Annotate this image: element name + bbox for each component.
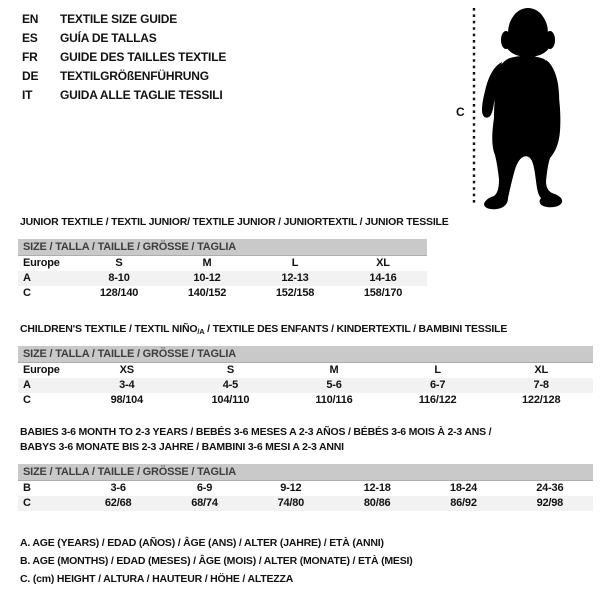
months-cell: 3-6 <box>110 482 126 494</box>
junior-table-title: JUNIOR TEXTILE / TEXTIL JUNIOR/ TEXTILE JUNIOR / JUNIORTEXTIL / JUNIOR TESSILE <box>20 216 449 228</box>
months-cell: 12-18 <box>363 482 391 494</box>
size-cell: M <box>329 364 339 376</box>
toddler-figure <box>450 0 600 220</box>
lang-row-es <box>22 28 226 47</box>
row-label: B <box>23 482 31 494</box>
toddler-body <box>482 8 562 209</box>
height-cell: 104/110 <box>211 394 250 406</box>
size-cell: XL <box>376 257 390 269</box>
height-cell: 152/158 <box>275 287 315 299</box>
junior-size-table <box>18 239 427 301</box>
guide-title-en: TEXTILE SIZE GUIDE <box>60 11 178 26</box>
table-row-europe <box>18 256 427 271</box>
months-cell: 6-9 <box>196 482 213 494</box>
height-cell: 68/74 <box>191 497 218 509</box>
children-title-prefix: CHILDREN'S TEXTILE / TEXTIL NIÑO <box>20 323 198 335</box>
age-cell: 6-7 <box>429 379 446 391</box>
lang-code: DE <box>22 68 39 83</box>
table-row-months <box>18 481 593 496</box>
babies-title-line2: BABYS 3-6 MONATE BIS 2-3 JAHRE / BAMBINI 3-6 MESI A 2-3 ANNI <box>20 441 344 453</box>
size-cell: XS <box>119 364 134 376</box>
height-measure-label: C <box>456 105 465 119</box>
age-cell: 4-5 <box>222 379 239 391</box>
lang-code: EN <box>22 11 39 26</box>
height-cell: 92/98 <box>536 497 564 509</box>
height-cell: 140/152 <box>187 287 227 299</box>
height-cell: 86/92 <box>450 497 477 509</box>
babies-title-line1: BABIES 3-6 MONTH TO 2-3 YEARS / BEBÉS 3-6 MESES A 2-3 AÑOS / BÉBÉS 3-6 MOIS À 2-3 ANS / <box>20 426 492 438</box>
guide-title-fr: GUIDE DES TAILLES TEXTILE <box>60 49 227 64</box>
size-cell: M <box>202 257 212 269</box>
size-header-row: SIZE / TALLA / TAILLE / GRÖSSE / TAGLIA <box>18 464 593 481</box>
lang-code: FR <box>22 49 38 64</box>
children-title-subscript: /A <box>197 327 205 336</box>
table-row-europe <box>18 363 593 378</box>
children-title-suffix: / TEXTILE DES ENFANTS / KINDERTEXTIL / BAMBINI TESSILE <box>204 323 508 335</box>
size-cell: L <box>434 364 441 376</box>
row-label: C <box>23 394 31 406</box>
height-cell: 110/116 <box>315 394 353 406</box>
height-cell: 62/68 <box>104 497 132 509</box>
months-cell: 24-36 <box>536 482 564 494</box>
guide-title-it: GUIDA ALLE TAGLIE TESSILI <box>60 87 223 102</box>
babies-size-table <box>18 464 593 511</box>
footnote-age-months: B. AGE (MONTHS) / EDAD (MESES) / ÂGE (MOIS) / ALTER (MONATE) / ETÀ (MESI) <box>20 555 413 567</box>
months-cell: 9-12 <box>280 482 302 494</box>
babies-table-title <box>20 425 580 455</box>
lang-row-de <box>22 66 226 85</box>
children-table-title <box>20 322 507 339</box>
table-row-age <box>18 378 593 393</box>
height-cell: 122/128 <box>522 394 561 406</box>
size-header-row: SIZE / TALLA / TAILLE / GRÖSSE / TAGLIA <box>18 346 593 363</box>
table-row-height <box>18 496 593 511</box>
height-cell: 116/122 <box>418 394 457 406</box>
footnote-age-years: A. AGE (YEARS) / EDAD (AÑOS) / ÂGE (ANS) / ALTER (JAHRE) / ETÀ (ANNI) <box>20 537 384 549</box>
age-cell: 8-10 <box>108 272 130 284</box>
height-cell: 98/104 <box>110 394 144 406</box>
lang-row-fr <box>22 47 226 66</box>
age-cell: 3-4 <box>119 379 135 391</box>
months-cell: 18-24 <box>449 482 478 494</box>
language-title-list <box>22 9 226 104</box>
height-cell: 80/86 <box>363 497 391 509</box>
table-row-height <box>18 286 427 301</box>
lang-code: ES <box>22 30 38 45</box>
lang-code: IT <box>22 87 33 102</box>
size-cell: XL <box>534 364 549 376</box>
guide-title-de: TEXTILGRÖßENFÜHRUNG <box>60 68 209 83</box>
size-cell: S <box>115 257 123 269</box>
toddler-silhouette-icon <box>450 0 600 220</box>
height-cell: 128/140 <box>99 287 139 299</box>
table-row-height <box>18 393 593 408</box>
lang-row-en <box>22 9 226 28</box>
children-size-table <box>18 346 593 408</box>
age-cell: 14-16 <box>369 272 397 284</box>
row-label: C <box>23 287 31 299</box>
row-label: C <box>23 497 31 509</box>
age-cell: 5-6 <box>326 379 342 391</box>
age-cell: 12-13 <box>281 272 309 284</box>
footnote-height-cm: C. (cm) HEIGHT / ALTURA / HAUTEUR / HÖHE / ALTEZZA <box>20 573 294 585</box>
height-cell: 74/80 <box>277 497 305 509</box>
age-cell: 10-12 <box>193 272 221 284</box>
age-cell: 7-8 <box>533 379 549 391</box>
guide-title-es: GUÍA DE TALLAS <box>60 30 157 45</box>
legend-footnotes <box>20 534 413 588</box>
size-cell: S <box>226 364 234 376</box>
row-label: A <box>23 379 31 391</box>
row-label: Europe <box>23 364 60 376</box>
table-row-age <box>18 271 427 286</box>
height-cell: 158/170 <box>363 287 403 299</box>
size-header-row: SIZE / TALLA / TAILLE / GRÖSSE / TAGLIA <box>18 239 427 256</box>
size-cell: L <box>291 257 299 269</box>
lang-row-it <box>22 85 226 104</box>
row-label: A <box>23 272 31 284</box>
row-label: Europe <box>23 257 60 269</box>
